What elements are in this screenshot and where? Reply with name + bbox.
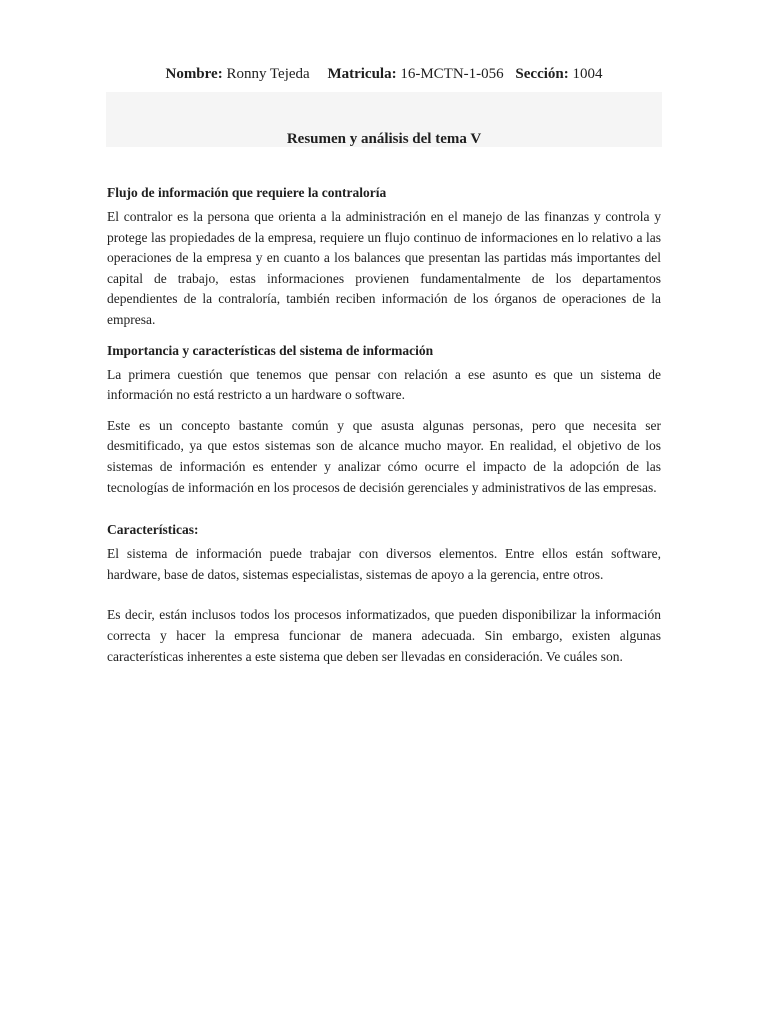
section-heading-flujo: Flujo de información que requiere la contraloría	[107, 185, 387, 200]
document-body	[107, 183, 661, 677]
paragraph: La primera cuestión que tenemos que pensar con relación a ese asunto es que un sistema de información no está restricto a un hardware o software.	[107, 366, 661, 403]
paragraph: El contralor es la persona que orienta a la administración en el manejo de las finanzas y controla y protege las propiedades de la empresa, requiere un flujo continuo de informaciones en lo relativo a las operaciones de la empresa y en cuanto a los balances que presentan las partidas más importantes del capital de trabajo, estas informaciones provienen fundamentalmente de los departamentos dependientes de la contraloría, también reciben información de los órganos de operaciones de la empresa.	[107, 209, 661, 327]
section-label: Sección:	[515, 66, 569, 82]
section-heading-importancia: Importancia y características del sistema de información	[107, 342, 434, 358]
id-value: 16-MCTN-1-056	[400, 66, 504, 82]
name-label: Nombre:	[165, 66, 223, 82]
section-value: 1004	[572, 66, 603, 82]
paragraph: El sistema de información puede trabajar con diversos elementos. Entre ellos están software, hardware, base de datos, sistemas especialistas, sistemas de apoyo a la gerencia, entre otros.	[107, 546, 661, 582]
paragraph: Este es un concepto bastante común y que asusta algunas personas, pero que necesita ser desmitificado, ya que estos sistemas son de alcance mucho mayor. En realidad, el objetivo de los sistemas de información es entender y analizar cómo ocurre el impacto de la adopción de las tecnologías de información en los procesos de decisión gerenciales y administrativos de las empresas.	[107, 417, 661, 495]
section-heading-caracteristicas: Características:	[107, 522, 199, 538]
id-label: Matricula:	[327, 66, 397, 82]
paragraph: Es decir, están inclusos todos los procesos informatizados, que pueden disponibilizar la información correcta y hacer la empresa funcionar de manera adecuada. Sin embargo, existen algunas características inherentes a este sistema que deben ser llevadas en consideración. Ve cuáles son.	[107, 607, 661, 664]
document-title: Resumen y análisis del tema V	[286, 131, 482, 147]
name-value: Ronny Tejeda	[226, 66, 310, 82]
student-info-line	[0, 64, 768, 84]
